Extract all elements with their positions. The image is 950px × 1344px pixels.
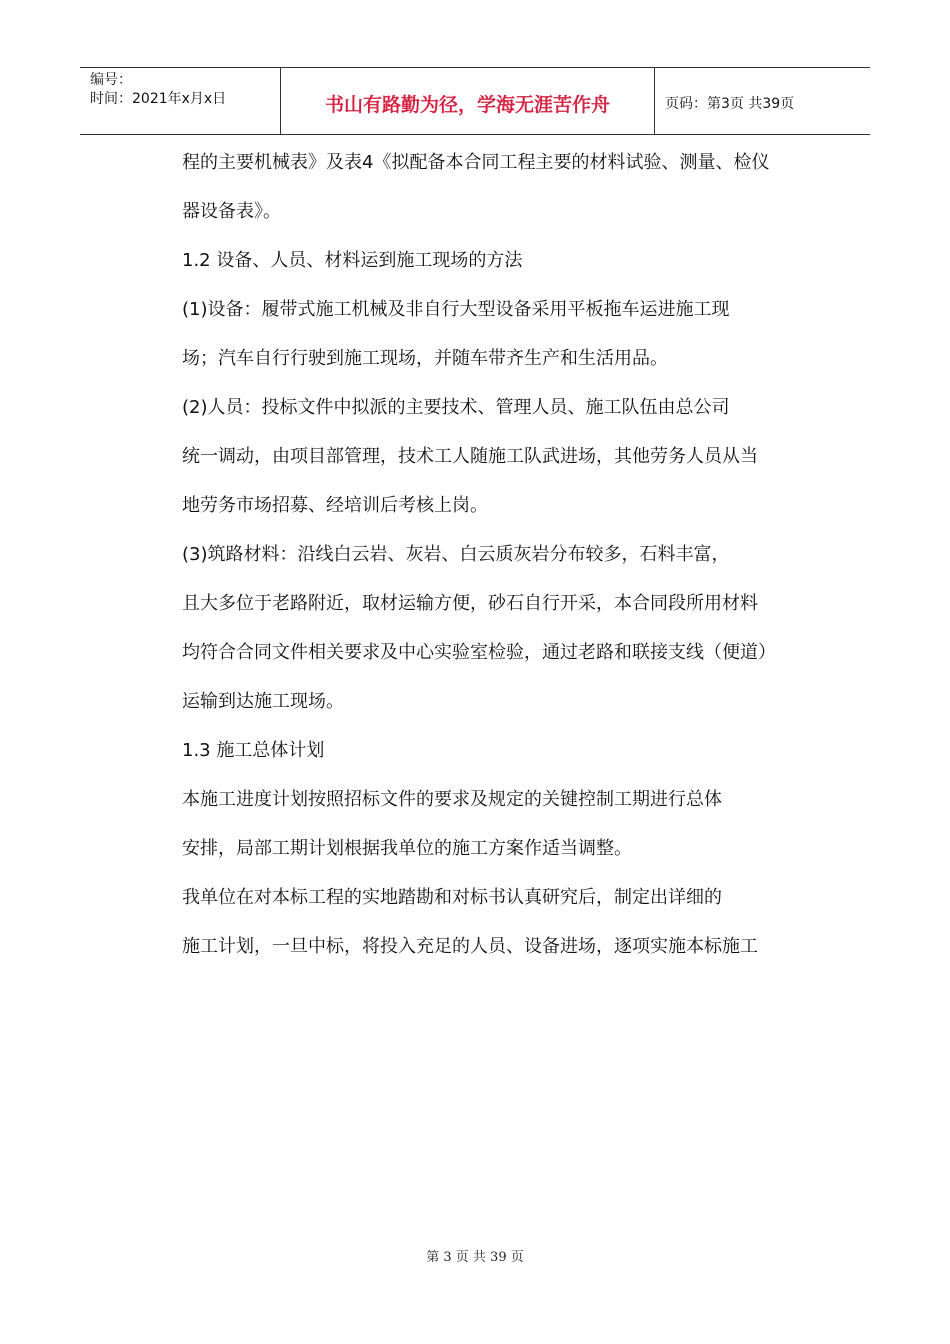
paragraph: (2)人员：投标文件中拟派的主要技术、管理人员、施工队伍由总公司 bbox=[182, 397, 730, 418]
paragraph: 程的主要机械表》及表4《拟配备本合同工程主要的材料试验、测量、检仪 bbox=[182, 152, 770, 173]
paragraph: 场；汽车自行行驶到施工现场，并随车带齐生产和生活用品。 bbox=[182, 348, 668, 369]
section-heading: 1.3 施工总体计划 bbox=[182, 740, 325, 761]
paragraph: 我单位在对本标工程的实地踏勘和对标书认真研究后，制定出详细的 bbox=[182, 887, 722, 908]
document-body bbox=[145, 150, 805, 983]
header-time-label: 时间：2021年x月x日 bbox=[90, 91, 227, 107]
header-number-label: 编号： bbox=[90, 72, 132, 88]
header-meta bbox=[80, 68, 281, 134]
paragraph: 安排，局部工期计划根据我单位的施工方案作适当调整。 bbox=[182, 838, 632, 859]
paragraph: 器设备表》。 bbox=[182, 201, 281, 222]
header-motto: 书山有路勤为径，学海无涯苦作舟 bbox=[281, 68, 655, 134]
header-page-info: 页码：第3页 共39页 bbox=[665, 96, 795, 112]
paragraph: 地劳务市场招募、经培训后考核上岗。 bbox=[182, 495, 488, 516]
paragraph: 均符合合同文件相关要求及中心实验室检验，通过老路和联接支线（便道） bbox=[182, 642, 776, 663]
paragraph: (1)设备：履带式施工机械及非自行大型设备采用平板拖车运进施工现 bbox=[182, 299, 730, 320]
page-header bbox=[80, 67, 870, 135]
page-footer: 第 3 页 共 39 页 bbox=[426, 1250, 524, 1265]
paragraph: 且大多位于老路附近，取材运输方便，砂石自行开采，本合同段所用材料 bbox=[182, 593, 758, 614]
paragraph: 本施工进度计划按照招标文件的要求及规定的关键控制工期进行总体 bbox=[182, 789, 722, 810]
paragraph: 运输到达施工现场。 bbox=[182, 691, 344, 712]
paragraph: 统一调动，由项目部管理，技术工人随施工队武进场，其他劳务人员从当 bbox=[182, 446, 758, 467]
paragraph: (3)筑路材料：沿线白云岩、灰岩、白云质灰岩分布较多，石料丰富， bbox=[182, 544, 730, 565]
section-heading: 1.2 设备、人员、材料运到施工现场的方法 bbox=[182, 250, 523, 271]
paragraph: 施工计划，一旦中标，将投入充足的人员、设备进场，逐项实施本标施工 bbox=[182, 936, 758, 957]
